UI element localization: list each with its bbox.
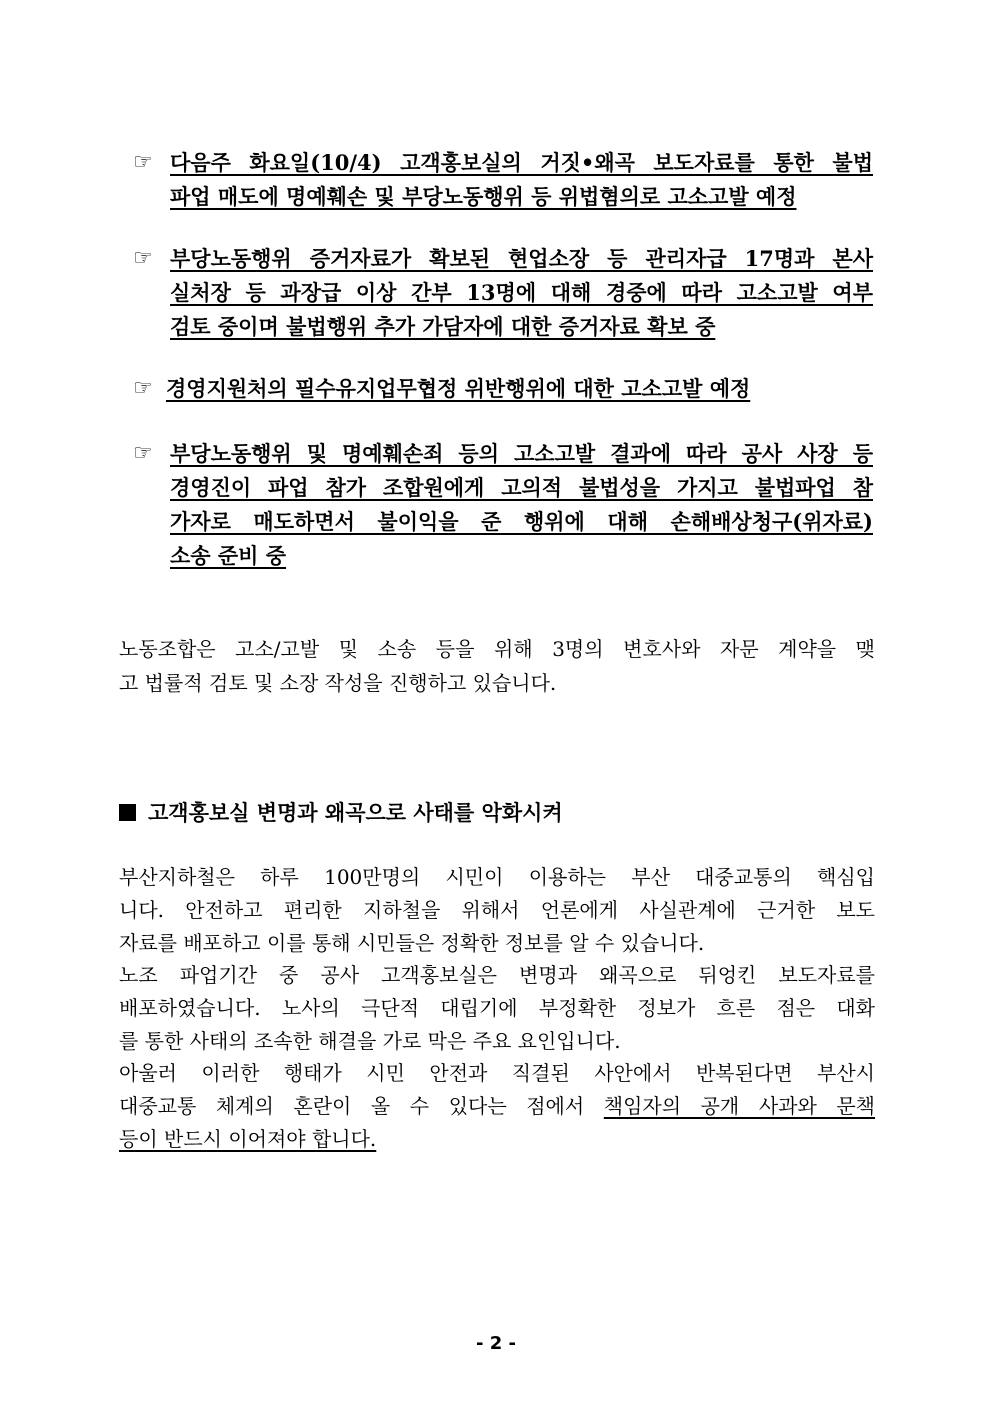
- paragraph-line: 니다. 안전하고 편리한 지하철을 위해서 언론에게 사실관계에 근거한 보도: [119, 898, 875, 922]
- paragraph-line: 고 법률적 검토 및 소장 작성을 진행하고 있습니다.: [119, 671, 557, 695]
- section-title: 고객홍보실 변명과 왜곡으로 사태를 악화시켜: [148, 800, 563, 825]
- paragraph-line: 부산지하철은 하루 100만명의 시민이 이용하는 부산 대중교통의 핵심입: [119, 865, 875, 889]
- action-item-line: 경영지원처의 필수유지업무협정 위반행위에 대한 고소고발 예정: [166, 376, 751, 401]
- section-heading: [119, 797, 563, 829]
- hand-pointing-right-icon: ☞: [133, 441, 153, 466]
- action-item-line: 부당노동행위 및 명예훼손죄 등의 고소고발 결과에 따라 공사 사장 등: [170, 441, 873, 466]
- page-number: - 2 -: [476, 1333, 516, 1354]
- paragraph-line: 노조 파업기간 중 공사 고객홍보실은 변명과 왜곡으로 뒤엉킨 보도자료를: [119, 963, 875, 987]
- accountability-demand: 등이 반드시 이어져야 합니다.: [119, 1127, 377, 1151]
- action-item-line: 가자로 매도하면서 불이익을 준 행위에 대해 손해배상청구(위자료): [170, 509, 873, 534]
- action-item-line: 실처장 등 과장급 이상 간부 13명에 대해 경중에 따라 고소고발 여부: [170, 280, 873, 305]
- action-item-line: 경영진이 파업 참가 조합원에게 고의적 불법성을 가지고 불법파업 참: [170, 475, 873, 500]
- accountability-demand: 책임자의 공개 사과와 문책: [603, 1094, 875, 1118]
- paragraph-line: 자료를 배포하고 이를 통해 시민들은 정확한 정보를 알 수 있습니다.: [119, 931, 705, 955]
- action-item-line: 소송 준비 중: [170, 543, 287, 568]
- paragraph-line: 노동조합은 고소/고발 및 소송 등을 위해 3명의 변호사와 자문 계약을 맺: [119, 637, 875, 661]
- paragraph-line: [119, 1123, 875, 1155]
- black-square-icon: [119, 804, 136, 821]
- paragraph-line: 배포하였습니다. 노사의 극단적 대립기에 부정확한 정보가 흐른 점은 대화: [119, 996, 875, 1020]
- hand-pointing-right-icon: ☞: [133, 150, 153, 175]
- paragraph-line: 대중교통 체계의 혼란이 올 수 있다는 점에서 책임자의 공개 사과와 문책: [119, 1094, 875, 1118]
- hand-pointing-right-icon: ☞: [133, 376, 153, 401]
- action-item-line: 다음주 화요일(10/4) 고객홍보실의 거짓•왜곡 보도자료를 통한 불법: [170, 150, 873, 175]
- action-item-line: 검토 중이며 불법행위 추가 가담자에 대한 증거자료 확보 중: [170, 314, 716, 339]
- paragraph-line: 아울러 이러한 행태가 시민 안전과 직결된 사안에서 반복된다면 부산시: [119, 1061, 875, 1085]
- action-item-line: 부당노동행위 증거자료가 확보된 현업소장 등 관리자급 17명과 본사: [170, 246, 873, 271]
- paragraph-line: 를 통한 사태의 조속한 해결을 가로 막은 주요 요인입니다.: [119, 1029, 621, 1053]
- hand-pointing-right-icon: ☞: [133, 246, 153, 271]
- action-item-line: 파업 매도에 명예훼손 및 부당노동행위 등 위법혐의로 고소고발 예정: [170, 184, 797, 209]
